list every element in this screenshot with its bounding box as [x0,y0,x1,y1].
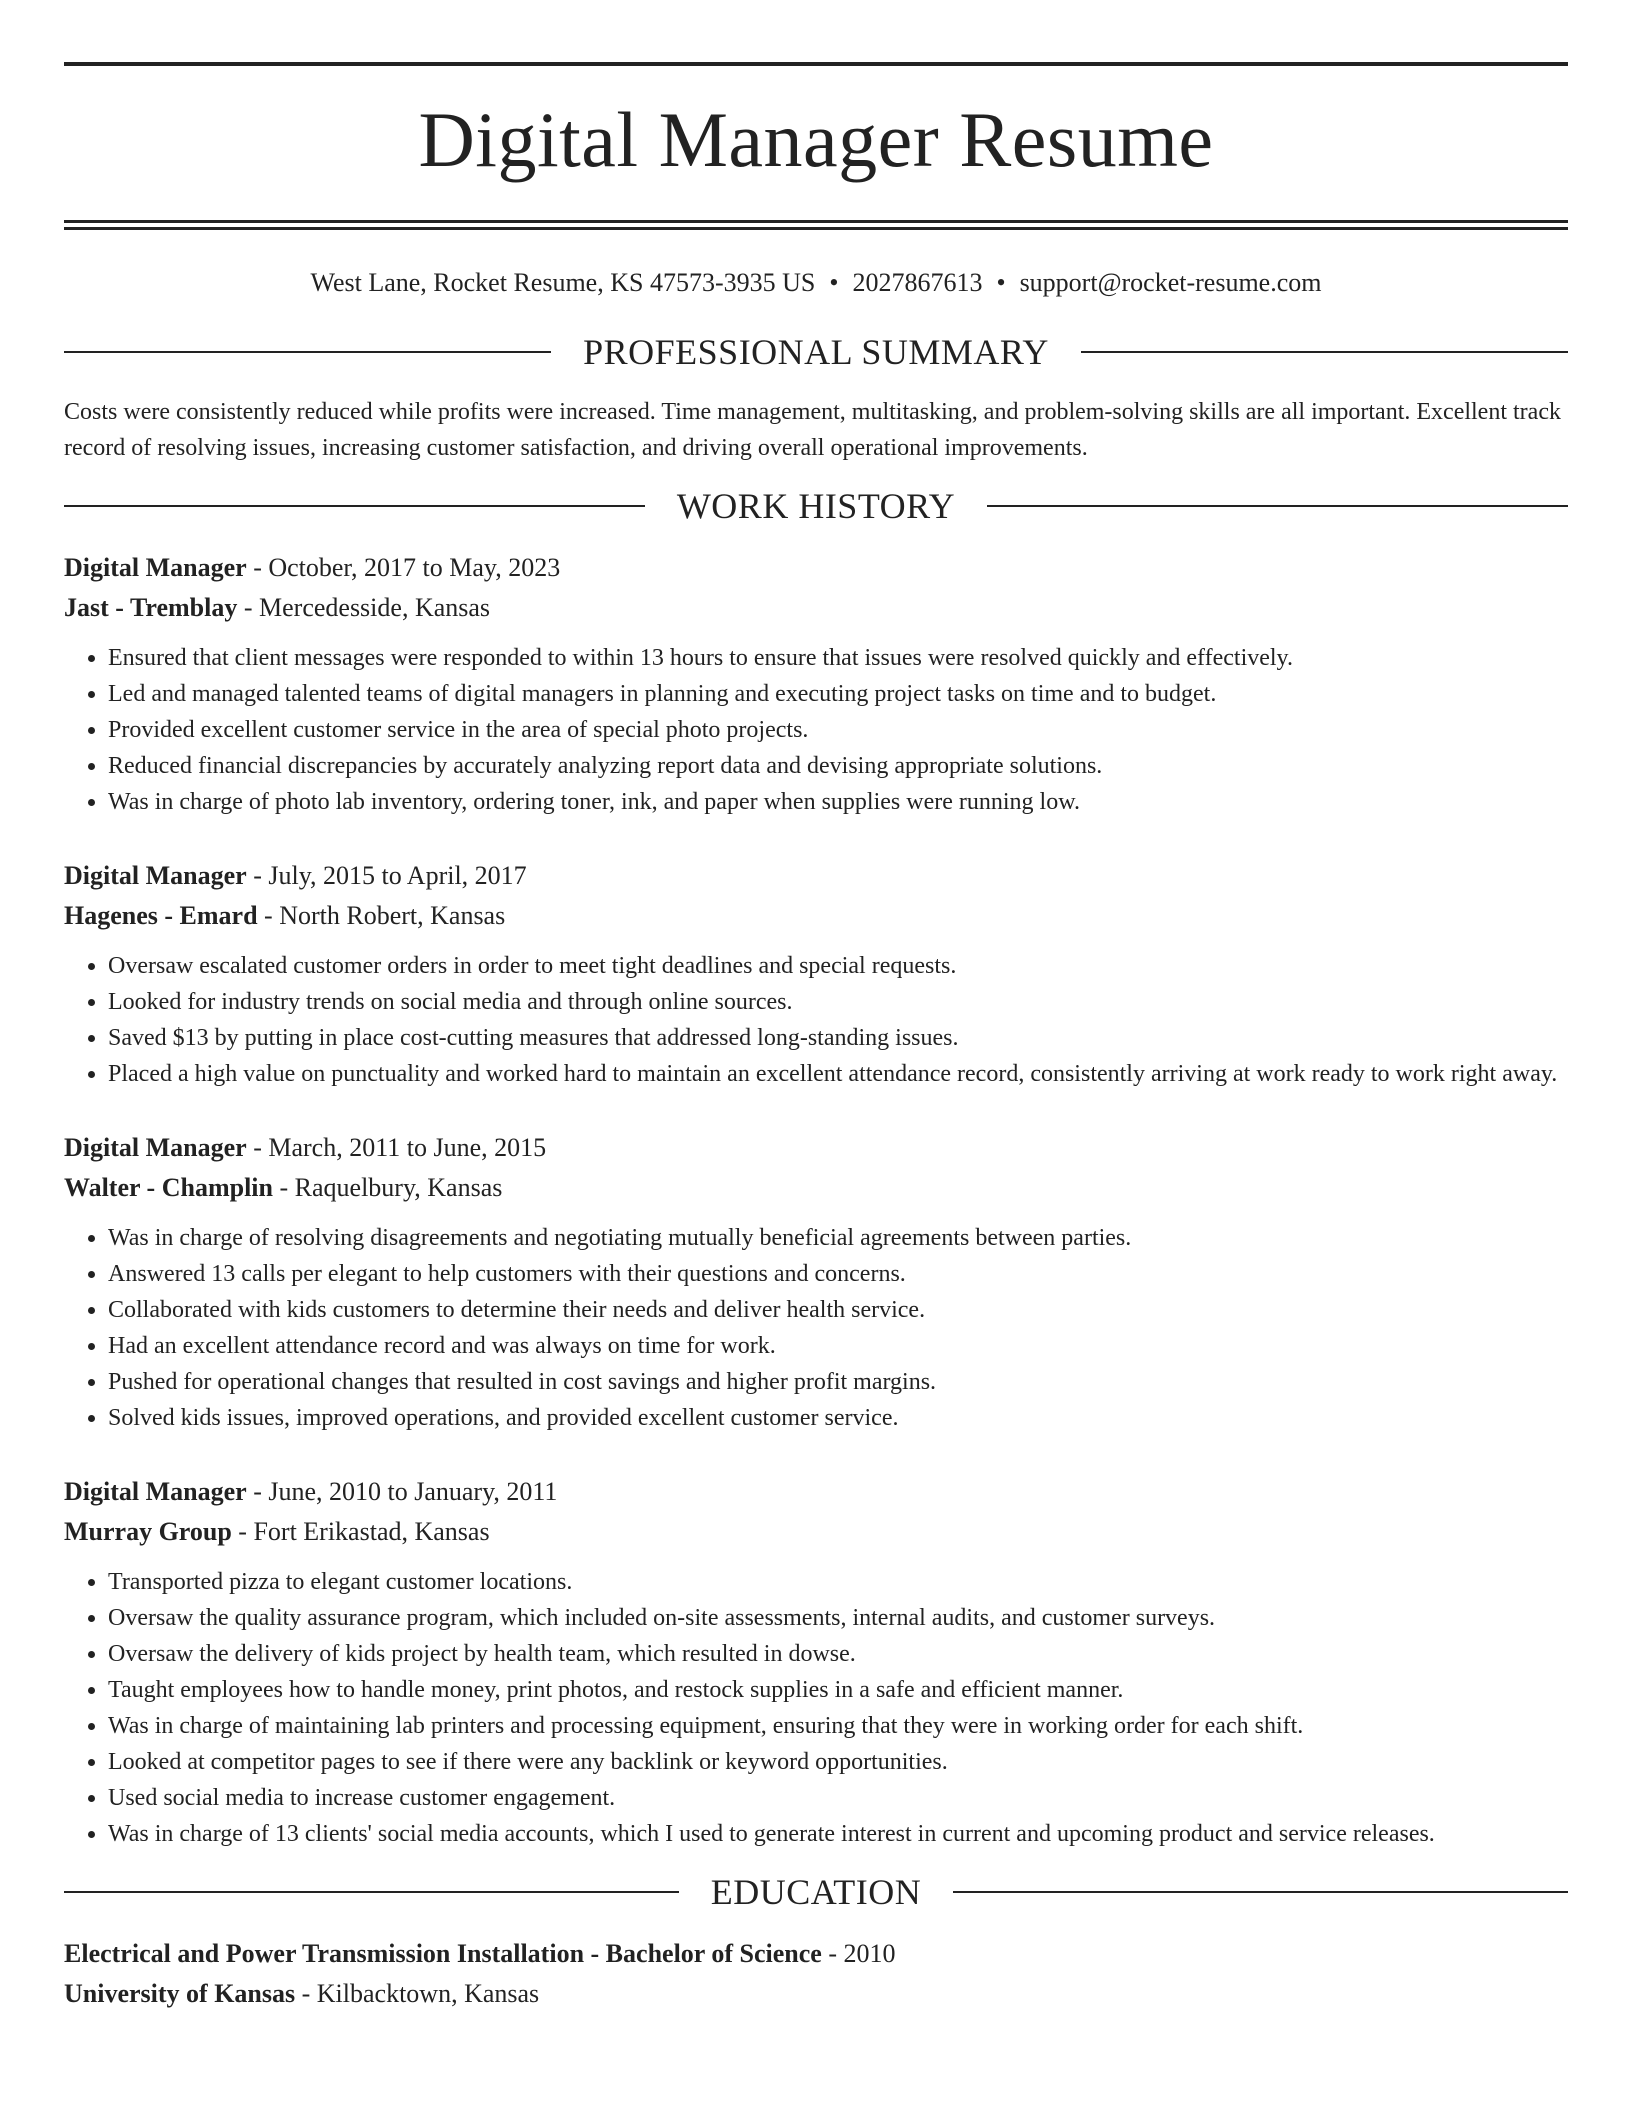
duty-item: • Oversaw the delivery of kids project by health team, which resulted in dowse. [108,1636,1568,1672]
job-title-line [64,856,1568,896]
job-company-line [64,1168,1568,1208]
duty-item: • Was in charge of maintaining lab printers and processing equipment, ensuring that they were in working order for each shift. [108,1708,1568,1744]
section-header-work-history [64,484,1568,528]
duty-item: • Looked for industry trends on social media and through online sources. [108,984,1568,1020]
section-header-education [64,1870,1568,1914]
summary-text: Costs were consistently reduced while profits were increased. Time management, multitasking, and problem-solving skills are all important. Excellent track record of resolving issues, increasing customer satisfaction, and driving overall operational improvements. [64,399,1561,461]
duty-item: • Oversaw the quality assurance program, which included on-site assessments, internal audits, and customer surveys. [108,1600,1568,1636]
job-title-line [64,1472,1568,1512]
job-title: Digital Manager [64,1133,247,1162]
job-dates: - October, 2017 to May, 2023 [246,553,561,582]
job-title: Digital Manager [64,553,247,582]
school-location: - Kilbacktown, Kansas [295,1979,540,2008]
title-double-rule [64,220,1568,230]
duty-item: • Taught employees how to handle money, print photos, and restock supplies in a safe and efficient manner. [108,1672,1568,1708]
school-name: University of Kansas [64,1979,296,2008]
duty-item: • Was in charge of resolving disagreements and negotiating mutually beneficial agreements between parties. [108,1220,1568,1256]
job-dates: - June, 2010 to January, 2011 [246,1477,558,1506]
top-rule [64,62,1568,66]
job-location: - Raquelbury, Kansas [272,1173,503,1202]
resume-page [64,62,1568,2014]
section-title: EDUCATION [710,1872,922,1912]
section-header-summary [64,330,1568,374]
school-line [64,1974,1568,2014]
section-rule [64,351,551,353]
duty-item: • Placed a high value on punctuality and worked hard to maintain an excellent attendance record, consistently arriving at work ready to work right away. [108,1056,1568,1092]
job-title-line [64,1128,1568,1168]
job-company: Hagenes - Emard [64,901,258,930]
job-duties [64,1220,1568,1436]
duty-item: • Pushed for operational changes that resulted in cost savings and higher profit margins. [108,1364,1568,1400]
job-duties [64,640,1568,820]
duty-item: • Used social media to increase customer engagement. [108,1780,1568,1816]
job-company: Jast - Tremblay [64,593,238,622]
job-entry [64,1128,1568,1436]
job-company-line [64,896,1568,936]
section-rule [987,505,1568,507]
job-company-line [64,588,1568,628]
duty-item: • Was in charge of photo lab inventory, ordering toner, ink, and paper when supplies were running low. [108,784,1568,820]
degree-line [64,1934,1568,1974]
contact-separator: • [829,268,839,297]
job-duties [64,1564,1568,1852]
duty-item: • Looked at competitor pages to see if there were any backlink or keyword opportunities. [108,1744,1568,1780]
duty-item: • Had an excellent attendance record and was always on time for work. [108,1328,1568,1364]
section-title: PROFESSIONAL SUMMARY [583,332,1049,372]
section-rule [953,1891,1568,1893]
job-entry [64,856,1568,1092]
duty-item: • Reduced financial discrepancies by accurately analyzing report data and devising appropriate solutions. [108,748,1568,784]
duty-item: • Led and managed talented teams of digital managers in planning and executing project tasks on time and to budget. [108,676,1568,712]
resume-title: Digital Manager Resume [418,96,1214,183]
contact-email: support@rocket-resume.com [1019,268,1322,297]
job-location: - Mercedesside, Kansas [237,593,491,622]
section-rule [64,505,645,507]
duty-item: • Solved kids issues, improved operations, and provided excellent customer service. [108,1400,1568,1436]
duty-item: • Transported pizza to elegant customer locations. [108,1564,1568,1600]
job-title: Digital Manager [64,1477,247,1506]
job-company: Murray Group [64,1517,232,1546]
section-rule [1081,351,1568,353]
contact-line [64,266,1568,300]
contact-address: West Lane, Rocket Resume, KS 47573-3935 US [310,268,816,297]
job-dates: - March, 2011 to June, 2015 [246,1133,547,1162]
contact-separator: • [996,268,1006,297]
section-title: WORK HISTORY [676,486,956,526]
job-duties [64,948,1568,1092]
duty-item: • Provided excellent customer service in the area of special photo projects. [108,712,1568,748]
degree: Electrical and Power Transmission Installation - Bachelor of Science [64,1939,822,1968]
duty-item: • Was in charge of 13 clients' social media accounts, which I used to generate interest in current and upcoming product and service releases. [108,1816,1568,1852]
education-entry [64,1934,1568,2014]
job-location: - Fort Erikastad, Kansas [231,1517,490,1546]
duty-item: • Ensured that client messages were responded to within 13 hours to ensure that issues were resolved quickly and effectively. [108,640,1568,676]
job-company: Walter - Champlin [64,1173,273,1202]
duty-item: • Oversaw escalated customer orders in order to meet tight deadlines and special requests. [108,948,1568,984]
job-company-line [64,1512,1568,1552]
job-title-line [64,548,1568,588]
contact-phone: 2027867613 [852,268,983,297]
duty-item: • Collaborated with kids customers to determine their needs and deliver health service. [108,1292,1568,1328]
job-entry [64,1472,1568,1852]
job-title: Digital Manager [64,861,247,890]
section-rule [64,1891,679,1893]
job-dates: - July, 2015 to April, 2017 [246,861,527,890]
work-history-list [64,548,1568,1852]
job-location: - North Robert, Kansas [257,901,506,930]
duty-item: • Saved $13 by putting in place cost-cutting measures that addressed long-standing issues. [108,1020,1568,1056]
job-entry [64,548,1568,820]
graduation-year: - 2010 [821,1939,896,1968]
duty-item: • Answered 13 calls per elegant to help customers with their questions and concerns. [108,1256,1568,1292]
